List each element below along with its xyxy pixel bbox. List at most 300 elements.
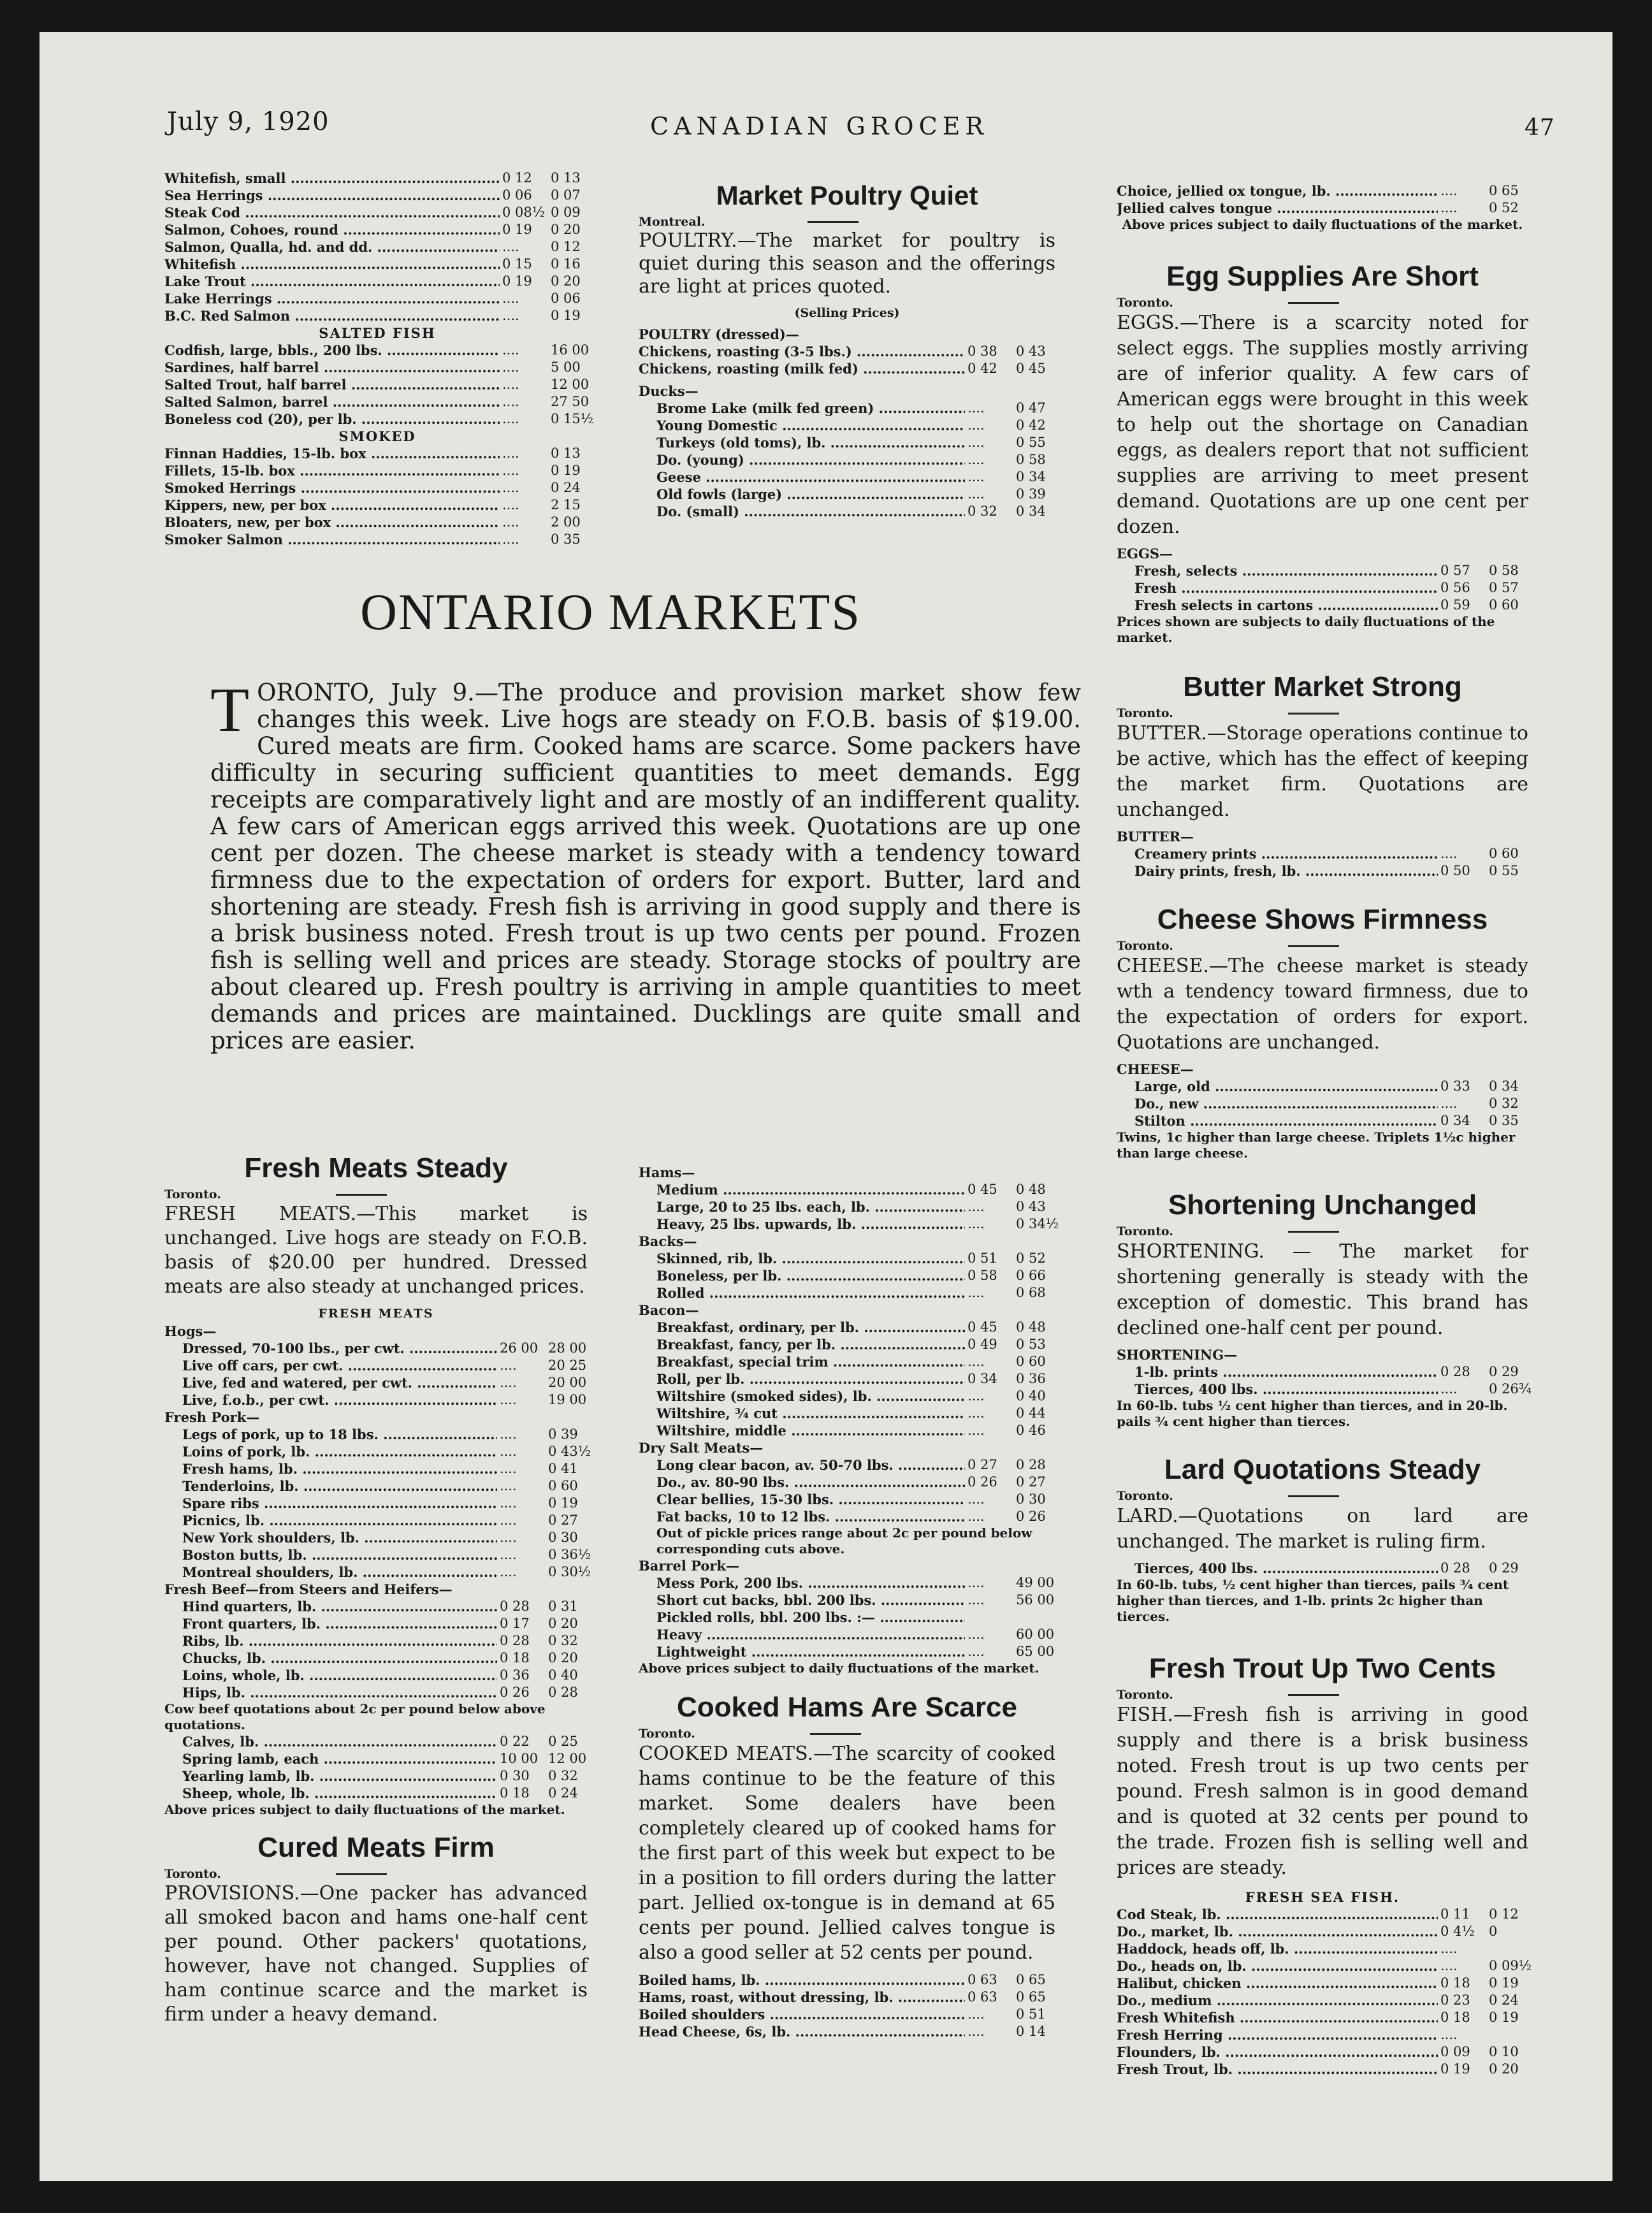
- price-high: 0 66: [1016, 1268, 1046, 1283]
- price-item-name: Do. (small) .....: [656, 503, 965, 520]
- price-high: 0 30½: [548, 1564, 591, 1579]
- price-item-name: Bloaters, new, per box .....: [164, 514, 500, 531]
- price-item-name: Smoked Herrings .....: [164, 479, 500, 497]
- price-high: 0: [1489, 1924, 1498, 1939]
- price-row: [656, 1284, 1055, 1302]
- price-high: 0 31: [548, 1599, 578, 1614]
- price-item-name: Breakfast, ordinary, per lb. .....: [656, 1319, 965, 1336]
- price-high: 0 06: [551, 291, 581, 306]
- price-row: [656, 1181, 1055, 1198]
- price-high: 0 39: [548, 1426, 578, 1442]
- price-low: ....: [967, 1509, 985, 1524]
- price-row: [164, 238, 590, 256]
- price-low: ....: [500, 1444, 517, 1459]
- price-row: [656, 1215, 1059, 1233]
- price-low: ....: [967, 469, 985, 484]
- price-low: ....: [967, 1354, 985, 1369]
- cow-beef-note: Cow beef quotations about 2c per pound below above quotations.: [164, 1701, 546, 1732]
- price-high: 0 10: [1489, 2044, 1519, 2059]
- price-high: 0 19: [551, 308, 581, 323]
- price-low: 26 00: [500, 1340, 539, 1356]
- price-row: [1134, 1381, 1532, 1398]
- price-low: ....: [967, 1592, 985, 1607]
- price-item-name: Halibut, chicken .....: [1117, 1975, 1438, 1992]
- cheese-location: Toronto.: [1117, 938, 1528, 954]
- backs-price-list: [639, 1250, 1055, 1302]
- price-row: [1117, 1957, 1532, 1975]
- price-high: 0 20: [548, 1616, 578, 1631]
- price-row: [182, 1767, 588, 1785]
- eggs-note: Prices shown are subjects to daily fluctuations of the market.: [1117, 614, 1495, 645]
- price-high: 0 46: [1016, 1423, 1046, 1438]
- price-row: [164, 256, 590, 273]
- price-item-name: Hams, roast, without dressing, lb. .....: [639, 1989, 965, 2006]
- price-high: [1016, 1609, 1055, 1626]
- price-row: [182, 1615, 588, 1632]
- price-high: 12 00: [548, 1751, 587, 1766]
- right-column: [1117, 182, 1532, 2078]
- lard-note: In 60-lb. tubs, ½ cent higher than tierces, pails ¾ cent higher than tierces, and 1-lb. prints 2c higher than tierces.: [1117, 1577, 1509, 1624]
- price-item-name: Short cut backs, bbl. 200 lbs. .....: [656, 1592, 965, 1609]
- price-low: ....: [502, 342, 519, 358]
- price-item-name: Rolled .....: [656, 1284, 965, 1302]
- price-row: [182, 1632, 588, 1650]
- price-item-name: Haddock, heads off, lb. .....: [1117, 1940, 1438, 1957]
- price-item-name: Fat backs, 10 to 12 lbs. .....: [656, 1508, 965, 1525]
- price-low: ....: [967, 1285, 985, 1300]
- price-low: ....: [502, 377, 519, 392]
- dry-salt-price-list: [639, 1456, 1055, 1525]
- price-low: ....: [1440, 846, 1458, 861]
- butter-text: BUTTER.—Storage operations continue to be active, which has the effect of keeping the market firm. Quotations are unchanged.: [1117, 722, 1528, 821]
- price-row: [656, 503, 1055, 520]
- price-row: [182, 1684, 588, 1701]
- dry-salt-label: Dry Salt Meats—: [639, 1440, 764, 1456]
- price-row: [182, 1477, 588, 1495]
- price-low: ....: [500, 1564, 517, 1579]
- poultry-duck-list: [639, 400, 1055, 520]
- barrel-pork-label: Barrel Pork—: [639, 1558, 739, 1574]
- price-item-name: Medium .....: [656, 1181, 965, 1198]
- price-high: 0 55: [1016, 435, 1046, 450]
- price-high: 0 60: [1016, 1354, 1046, 1369]
- price-row: [164, 410, 594, 428]
- price-low: ....: [967, 2006, 985, 2022]
- price-high: 0 65: [1489, 183, 1519, 198]
- price-high: 27 50: [551, 394, 590, 409]
- price-item-name: Heavy .....: [656, 1626, 965, 1643]
- price-row: [656, 1422, 1055, 1439]
- price-high: 0 24: [551, 480, 581, 495]
- price-high: 60 00: [1016, 1627, 1055, 1642]
- price-high: 0 16: [551, 256, 581, 272]
- eggs-label: EGGS—: [1117, 546, 1173, 562]
- price-high: 0 27: [548, 1513, 578, 1528]
- price-item-name: Heavy, 25 lbs. upwards, lb. .....: [656, 1215, 965, 1233]
- price-row: [164, 170, 590, 187]
- poultry-selling-note: (Selling Prices): [794, 306, 900, 320]
- price-high: 0 19: [548, 1495, 578, 1511]
- price-row: [164, 290, 590, 307]
- butter-location: Toronto.: [1117, 706, 1528, 721]
- price-row: [656, 468, 1055, 486]
- price-row: [164, 359, 590, 376]
- price-row: [164, 393, 590, 410]
- provisions-note: Above prices subject to daily fluctuations of the market.: [639, 1660, 1040, 1676]
- price-row: [639, 1971, 1055, 1989]
- price-low: 0 30: [500, 1768, 530, 1783]
- price-low: ....: [500, 1495, 517, 1511]
- price-low: ....: [500, 1375, 517, 1390]
- price-low: ....: [1440, 183, 1458, 198]
- price-low: ....: [500, 1461, 517, 1476]
- price-row: [1117, 1992, 1528, 2009]
- price-low: ....: [1440, 200, 1458, 215]
- price-low: 0 33: [1440, 1078, 1470, 1094]
- eggs-headline: Egg Supplies Are Short: [1166, 261, 1479, 292]
- price-low: ....: [500, 1392, 517, 1407]
- price-item-name: Mess Pork, 200 lbs. .....: [656, 1574, 965, 1592]
- price-low: 0 59: [1440, 597, 1470, 613]
- shortening-location: Toronto.: [1117, 1224, 1528, 1239]
- price-item-name: Legs of pork, up to 18 lbs. .....: [182, 1426, 497, 1443]
- price-high: 0 52: [1016, 1251, 1046, 1266]
- price-low: ....: [500, 1426, 517, 1442]
- shortening-text: SHORTENING. — The market for shortening generally is steady with the exception of domestic. This brand has declined one-half cent per pound.: [1117, 1240, 1528, 1339]
- price-item-name: Codfish, large, bbls., 200 lbs. .....: [164, 342, 500, 359]
- fresh-meats-subhead: FRESH MEATS: [318, 1307, 434, 1321]
- price-row: [164, 307, 590, 324]
- price-item-name: Hind quarters, lb. .....: [182, 1598, 497, 1615]
- price-item-name: Dressed, 70-100 lbs., per cwt. .....: [182, 1340, 497, 1357]
- price-item-name: Loins, whole, lb. .....: [182, 1667, 497, 1684]
- price-low: 0 26: [967, 1474, 997, 1490]
- price-item-name: Loins of pork, lb. .....: [182, 1443, 497, 1460]
- price-high: 0 58: [1489, 563, 1519, 578]
- price-low: 0 22: [500, 1734, 530, 1749]
- price-row: [1117, 2061, 1528, 2078]
- price-row: [182, 1391, 588, 1409]
- price-high: 0 40: [1016, 1388, 1046, 1404]
- price-item-name: Creamery prints .....: [1134, 845, 1438, 862]
- price-low: 0 26: [500, 1685, 530, 1700]
- shortening-price-list: [1117, 1363, 1532, 1398]
- poultry-chicken-list: [639, 343, 1055, 377]
- price-row: [656, 1250, 1055, 1267]
- cured-meats-text: PROVISIONS.—One packer has advanced all smoked bacon and hams one-half cent per pound. Other packers' quotations, however, have not changed. Supplies of ham continue scarce and the market is firm under a heavy demand.: [164, 1882, 588, 2026]
- price-row: [1117, 1923, 1528, 1940]
- price-high: 0 52: [1489, 200, 1519, 215]
- price-item-name: Large, old .....: [1134, 1078, 1438, 1095]
- price-low: ....: [967, 1199, 985, 1214]
- price-low: 0 18: [1440, 1975, 1470, 1991]
- price-item-name: Steak Cod .....: [164, 204, 500, 221]
- price-item-name: Old fowls (large) .....: [656, 486, 965, 503]
- price-high: 0 43½: [548, 1444, 591, 1459]
- price-row: [1134, 1560, 1528, 1577]
- price-high: 0 68: [1016, 1285, 1046, 1300]
- butter-headline: Butter Market Strong: [1183, 671, 1462, 702]
- price-row: [656, 400, 1055, 417]
- price-row: [656, 451, 1055, 468]
- price-high: 0 27: [1016, 1474, 1046, 1490]
- price-row: [656, 1388, 1055, 1405]
- price-row: [656, 434, 1055, 451]
- price-row: [656, 1319, 1055, 1336]
- price-low: ....: [967, 1644, 985, 1659]
- eggs-text: EGGS.—There is a scarcity noted for select eggs. The supplies mostly arriving are of inferior quality. A few cars of American eggs were brought in this week to help out the shortage on Canadian eggs, as dealers report that not sufficient supplies are arriving to meet present demand. Quotations are up one cent per dozen.: [1117, 312, 1528, 538]
- price-high: 0 09½: [1489, 1958, 1532, 1973]
- price-row: [1134, 845, 1528, 862]
- lard-headline: Lard Quotations Steady: [1164, 1454, 1481, 1485]
- price-row: [182, 1512, 588, 1529]
- price-item-name: Young Domestic .....: [656, 417, 965, 434]
- price-row: [164, 462, 590, 479]
- price-row: [656, 1474, 1055, 1491]
- poultry-headline: Market Poultry Quiet: [716, 180, 978, 210]
- price-high: 0 19: [1489, 2010, 1519, 2025]
- price-low: 0 28: [500, 1633, 530, 1648]
- price-low: 0 63: [967, 1989, 997, 2005]
- price-low: ....: [500, 1358, 517, 1373]
- hams-price-list: [639, 1181, 1059, 1233]
- cooked-hams-headline: Cooked Hams Are Scarce: [677, 1692, 1017, 1723]
- price-row: [182, 1340, 588, 1357]
- price-high: 56 00: [1016, 1592, 1055, 1607]
- fresh-meats-location: Toronto.: [164, 1187, 588, 1202]
- price-row: [164, 445, 590, 462]
- price-row: [164, 376, 590, 393]
- price-high: 28 00: [548, 1340, 587, 1356]
- price-high: 0 20: [1489, 2061, 1519, 2077]
- cooked-hams-text: COOKED MEATS.—The scarcity of cooked hams continue to be the feature of this market. Some dealers have been completely cleared up of cooked hams for the first part of this week but expect to be in a position to fill orders during the latter part. Jellied ox-tongue is in demand at 65 cents per pound. Jellied calves tongue is also a good seller at 52 cents per pound.: [639, 1743, 1055, 1964]
- trout-text: FISH.—Fresh fish is arriving in good supply and there is a brisk business noted. Fresh trout is up two cents per pound. Fresh salmon is in good demand and is quoted at 32 cents per pound to the trade. Frozen fish is selling well and prices are steady.: [1117, 1704, 1528, 1879]
- price-high: 0 35: [551, 532, 581, 547]
- price-item-name: Salted Trout, half barrel .....: [164, 376, 500, 393]
- price-item-name: Do. (young) .....: [656, 451, 965, 468]
- price-low: ....: [502, 239, 519, 254]
- price-item-name: New York shoulders, lb. .....: [182, 1529, 497, 1546]
- fresh-meats-text: FRESH MEATS.—This market is unchanged. Live hogs are steady on F.O.B. basis of $20.00 per hundred. Dressed meats are also steady at unchanged prices.: [164, 1203, 588, 1298]
- price-low: ....: [967, 1423, 985, 1438]
- fresh-meats-section: [164, 1150, 591, 2027]
- bacon-label: Bacon—: [639, 1302, 699, 1318]
- price-low: 0 45: [967, 1182, 997, 1197]
- price-item-name: B.C. Red Salmon .....: [164, 307, 500, 324]
- price-high: 0 12: [1489, 1906, 1519, 1922]
- price-item-name: Sheep, whole, lb. .....: [182, 1785, 497, 1802]
- price-item-name: Lake Herrings .....: [164, 290, 500, 307]
- price-row: [164, 479, 590, 497]
- barrel-pork-price-list: [639, 1574, 1055, 1660]
- price-high: 0 28: [1016, 1457, 1046, 1472]
- price-low: ....: [967, 486, 985, 502]
- price-high: 0 47: [1016, 400, 1046, 416]
- price-low: [965, 1609, 1016, 1626]
- price-item-name: Brome Lake (milk fed green) .....: [656, 400, 965, 417]
- trout-location: Toronto.: [1117, 1687, 1528, 1702]
- ontario-markets-headline: ONTARIO MARKETS: [360, 584, 861, 641]
- trout-headline: Fresh Trout Up Two Cents: [1148, 1653, 1496, 1684]
- price-high: 0 43: [1016, 344, 1046, 359]
- price-low: 0 49: [967, 1337, 997, 1352]
- price-high: 0 20: [548, 1650, 578, 1665]
- price-high: 0 42: [1016, 417, 1046, 433]
- pork-price-list: [164, 1426, 591, 1581]
- price-row: [639, 2023, 1055, 2040]
- price-row: [1134, 862, 1528, 880]
- price-item-name: Fresh Whitefish .....: [1117, 2009, 1438, 2026]
- price-high: 0 35: [1489, 1113, 1519, 1128]
- price-item-name: Chickens, roasting (3-5 lbs.) .....: [639, 343, 965, 360]
- price-item-name: Hips, lb. .....: [182, 1684, 497, 1701]
- price-item-name: Cod Steak, lb. .....: [1117, 1906, 1438, 1923]
- price-row: [639, 1989, 1055, 2006]
- price-high: 5 00: [551, 359, 581, 375]
- price-low: 0 11: [1440, 1906, 1470, 1922]
- price-item-name: Front quarters, lb. .....: [182, 1615, 497, 1632]
- price-item-name: Jellied calves tongue .....: [1117, 200, 1438, 217]
- price-row: [182, 1357, 588, 1374]
- price-low: ....: [502, 497, 519, 512]
- price-item-name: Tierces, 400 lbs. .....: [1134, 1560, 1438, 1577]
- price-item-name: Do., medium .....: [1117, 1992, 1438, 2009]
- price-low: ....: [967, 2024, 985, 2039]
- price-item-name: Roll, per lb. .....: [656, 1370, 965, 1388]
- beef-label: Fresh Beef—from Steers and Heifers—: [164, 1581, 453, 1597]
- price-low: ....: [502, 446, 519, 461]
- eggs-location: Toronto.: [1117, 295, 1528, 310]
- price-item-name: Flounders, lb. .....: [1117, 2043, 1438, 2061]
- poultry-section: [639, 177, 1055, 520]
- price-low: ....: [502, 291, 519, 306]
- price-high: 0 48: [1016, 1182, 1046, 1197]
- price-low: ....: [502, 463, 519, 478]
- price-low: 0 28: [1440, 1560, 1470, 1576]
- price-row: [1134, 579, 1528, 597]
- price-item-name: Breakfast, special trim .....: [656, 1353, 965, 1370]
- price-high: 0 30: [548, 1530, 578, 1545]
- price-high: 19 00: [548, 1392, 587, 1407]
- lard-price-list: [1117, 1560, 1528, 1577]
- price-low: ....: [1440, 1096, 1458, 1111]
- price-row: [656, 1267, 1055, 1284]
- price-item-name: Boiled shoulders .....: [639, 2006, 965, 2023]
- price-high: 0 57: [1489, 580, 1519, 595]
- price-item-name: Salted Salmon, barrel .....: [164, 393, 500, 410]
- price-low: 0 18: [1440, 2010, 1470, 2025]
- price-row: [182, 1443, 591, 1460]
- price-item-name: Do., new .....: [1134, 1095, 1438, 1112]
- hams-label: Hams—: [639, 1165, 695, 1180]
- price-high: 0 36: [1016, 1371, 1046, 1386]
- price-row: [1117, 1906, 1528, 1923]
- price-low: ....: [502, 359, 519, 375]
- price-item-name: Large, 20 to 25 lbs. each, lb. .....: [656, 1198, 965, 1215]
- price-row: [164, 187, 590, 204]
- price-high: 0 29: [1489, 1364, 1519, 1379]
- price-row: [656, 1491, 1055, 1508]
- price-item-name: Do., market, lb. .....: [1117, 1923, 1438, 1940]
- beef-price-list: [164, 1598, 588, 1701]
- price-item-name: Spare ribs .....: [182, 1495, 497, 1512]
- price-low: 0 45: [967, 1319, 997, 1335]
- poultry-text: POULTRY.—The market for poultry is quiet during this season and the offerings are light at prices quoted.: [639, 229, 1055, 298]
- price-low: ....: [967, 1405, 985, 1421]
- price-item-name: Lightweight .....: [656, 1643, 965, 1660]
- price-item-name: Boiled hams, lb. .....: [639, 1971, 965, 1989]
- price-row: [182, 1426, 588, 1443]
- price-item-name: Long clear bacon, av. 50-70 lbs. .....: [656, 1456, 965, 1474]
- price-row: [182, 1733, 588, 1750]
- price-item-name: Wiltshire, middle .....: [656, 1422, 965, 1439]
- price-item-name: Boston butts, lb. .....: [182, 1546, 497, 1564]
- price-row: [164, 221, 590, 238]
- price-high: 20 00: [548, 1375, 587, 1390]
- price-low: ....: [502, 308, 519, 323]
- price-high: 0 29: [1489, 1560, 1519, 1576]
- price-high: 0 34: [1489, 1078, 1519, 1094]
- price-item-name: Wiltshire (smoked sides), lb. .....: [656, 1388, 965, 1405]
- price-low: ....: [1440, 1381, 1458, 1397]
- price-row: [164, 204, 590, 221]
- price-low: 0 28: [500, 1599, 530, 1614]
- price-row: [656, 1592, 1055, 1609]
- pickle-note: Out of pickle prices range about 2c per pound below corresponding cuts above.: [656, 1525, 1032, 1556]
- price-low: 0 38: [967, 344, 997, 359]
- price-high: 0 07: [551, 187, 581, 203]
- price-high: 0 13: [551, 446, 581, 461]
- price-row: [656, 417, 1055, 434]
- price-low: 0 28: [1440, 1364, 1470, 1379]
- price-item-name: Finnan Haddies, 15-lb. box .....: [164, 445, 500, 462]
- price-low: 10 00: [500, 1751, 539, 1766]
- price-row: [182, 1650, 588, 1667]
- drop-cap: T: [210, 674, 250, 745]
- price-item-name: Spring lamb, each .....: [182, 1750, 497, 1767]
- price-low: 0 23: [1440, 1992, 1470, 2008]
- price-high: 0 32: [1489, 1096, 1519, 1111]
- price-high: 0 09: [551, 205, 581, 220]
- price-high: 0 45: [1016, 361, 1046, 376]
- price-item-name: Stilton .....: [1134, 1112, 1438, 1129]
- price-low: ....: [1440, 1958, 1458, 1973]
- price-row: [1117, 1940, 1528, 1957]
- price-row: [164, 273, 590, 290]
- price-row: [639, 343, 1055, 360]
- price-low: 0 19: [502, 222, 532, 237]
- price-low: 0 36: [500, 1667, 530, 1683]
- price-high: 0 24: [548, 1785, 578, 1801]
- price-row: [182, 1667, 588, 1684]
- price-low: 0 56: [1440, 580, 1470, 595]
- price-row: [656, 1643, 1055, 1660]
- price-low: 0 18: [500, 1785, 530, 1801]
- price-item-name: Live, f.o.b., per cwt. .....: [182, 1391, 497, 1409]
- price-low: ....: [967, 435, 985, 450]
- price-row: [1117, 2026, 1528, 2043]
- price-item-name: Fresh selects in cartons .....: [1134, 597, 1438, 614]
- price-row: [164, 531, 590, 548]
- price-low: 0 63: [967, 1972, 997, 1987]
- price-row: [656, 1353, 1055, 1370]
- price-row: [182, 1529, 588, 1546]
- price-low: 0 09: [1440, 2044, 1470, 2059]
- hogs-price-list: [164, 1340, 588, 1409]
- cheese-price-list: [1117, 1078, 1528, 1129]
- price-item-name: Fresh Herring .....: [1117, 2026, 1438, 2043]
- price-low: ....: [1440, 2027, 1458, 2042]
